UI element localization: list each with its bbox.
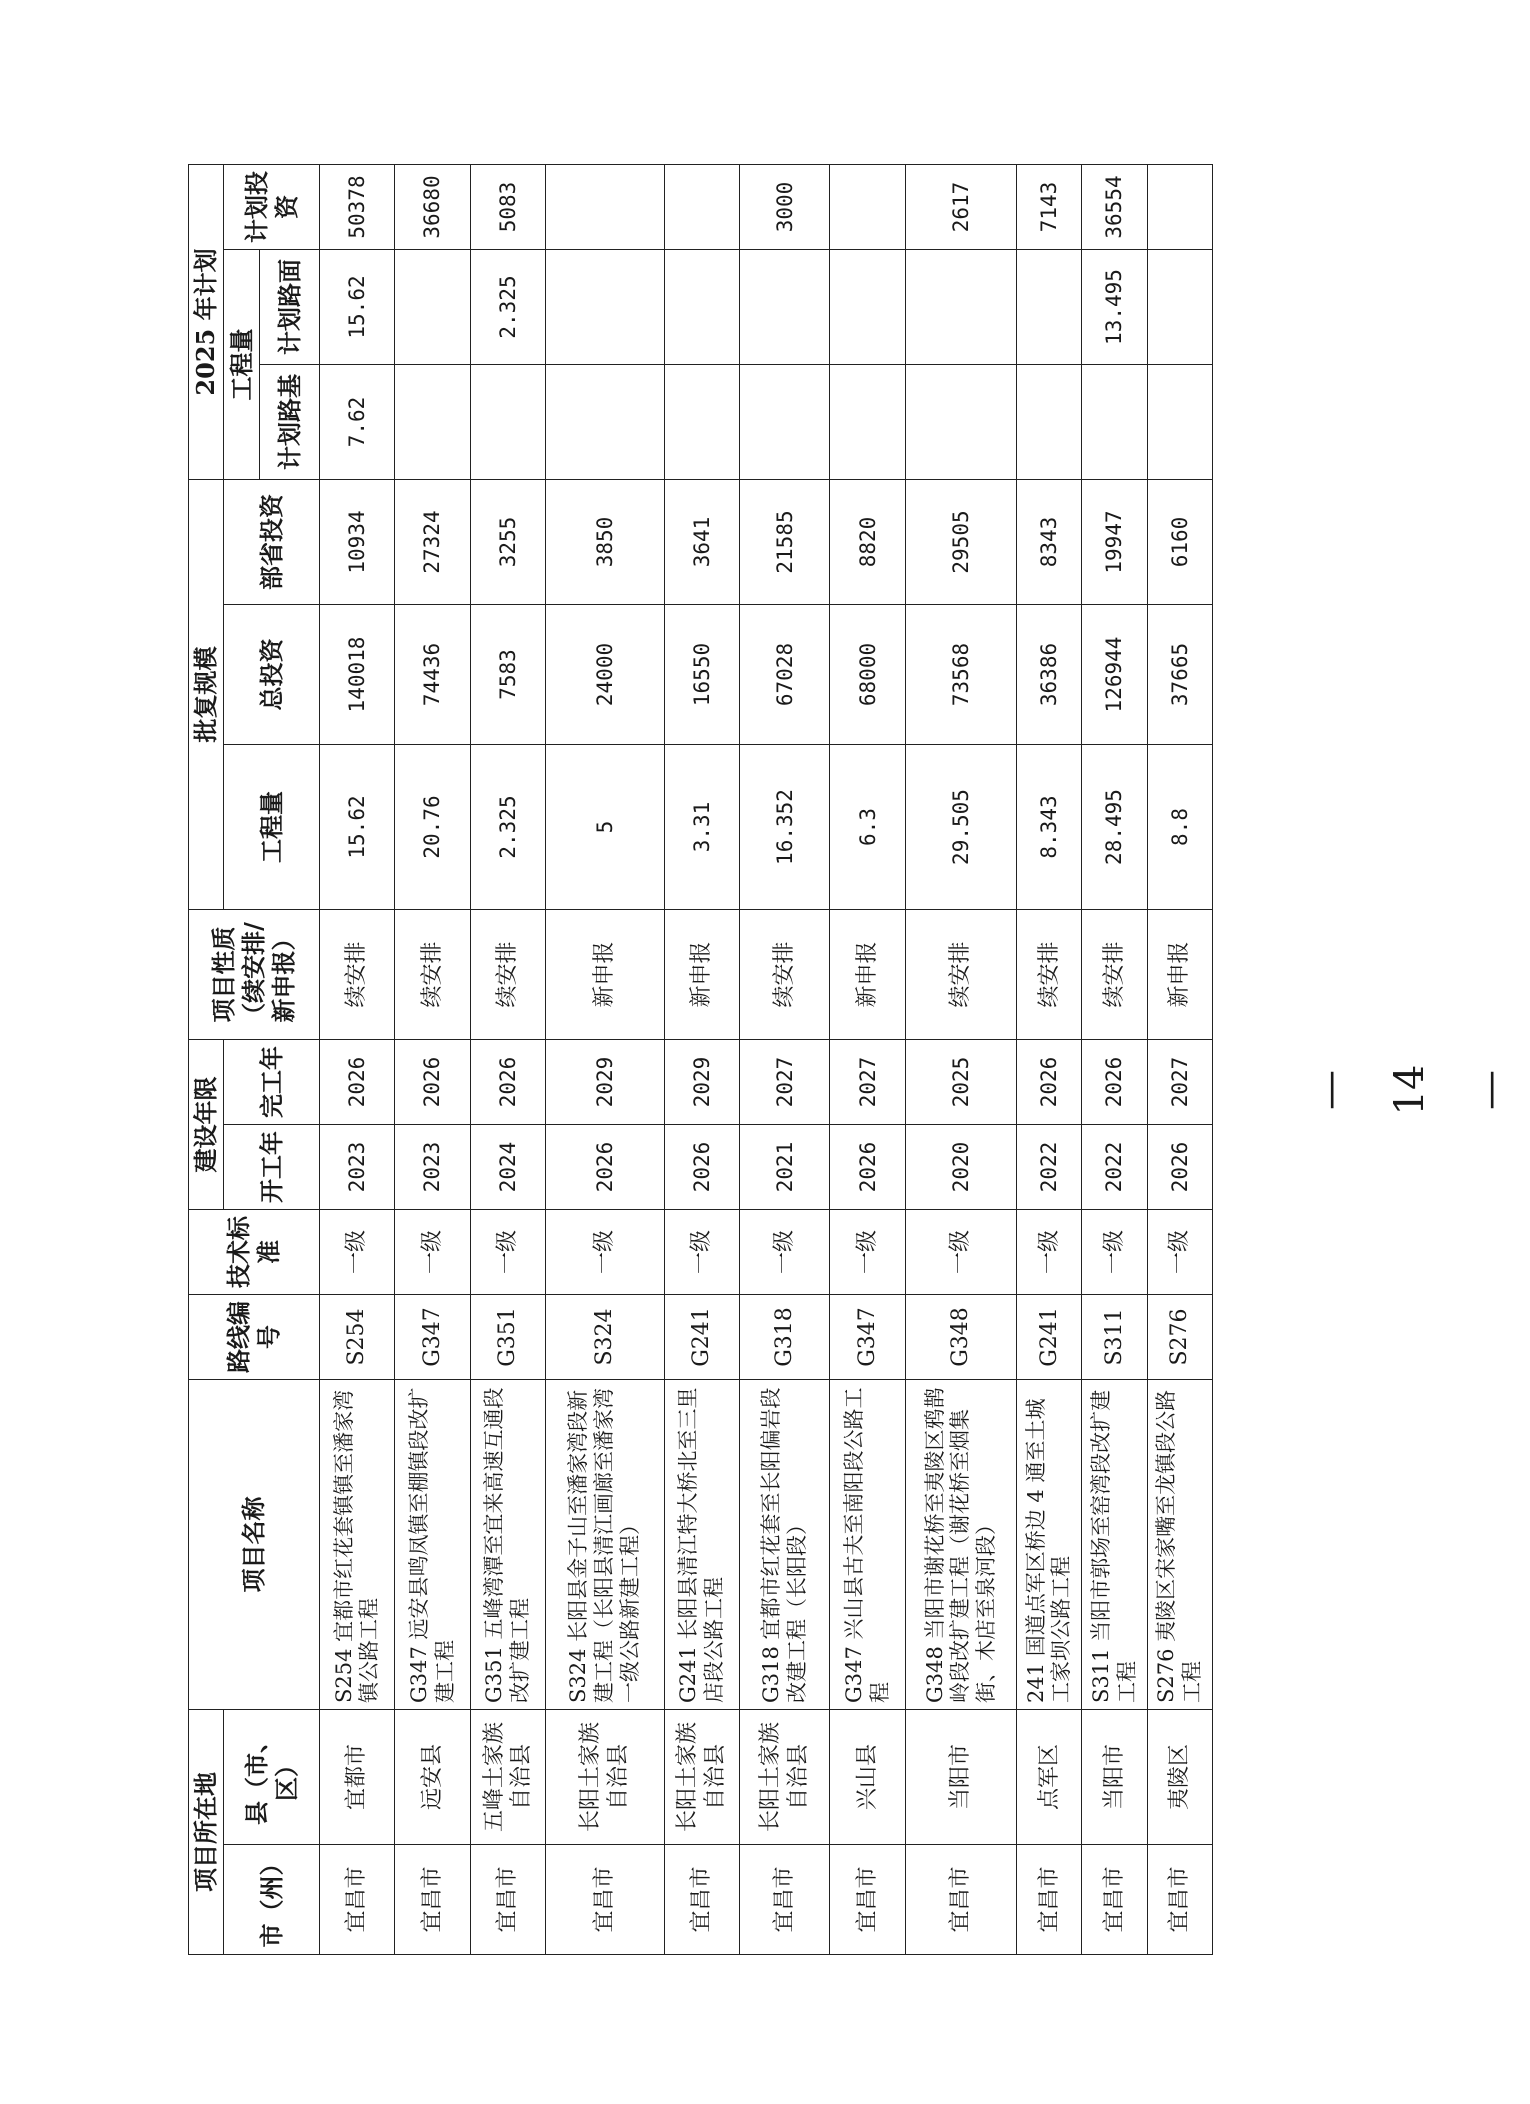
route-cell: G347 xyxy=(395,1295,470,1380)
route-cell: G318 xyxy=(739,1295,830,1380)
city-cell: 宜昌市 xyxy=(739,1845,830,1955)
ministry-invest-cell: 10934 xyxy=(320,480,395,605)
table-row xyxy=(546,164,664,1954)
city-cell: 宜昌市 xyxy=(830,1845,905,1955)
end-year-cell: 2026 xyxy=(395,1040,470,1125)
county-cell: 长阳土家族自治县 xyxy=(546,1710,664,1845)
route-cell: G241 xyxy=(1017,1295,1082,1380)
plan-subgrade-cell xyxy=(395,365,470,480)
start-year-cell: 2021 xyxy=(739,1125,830,1210)
total-invest-cell: 73568 xyxy=(905,605,1016,745)
nature-cell: 续安排 xyxy=(739,910,830,1040)
end-year-cell: 2026 xyxy=(1082,1040,1147,1125)
table-row xyxy=(830,164,905,1954)
plan-invest-cell: 36554 xyxy=(1082,164,1147,249)
project-name-cell: 241 国道点军区桥边 4 通至土城工家坝公路工程 xyxy=(1017,1380,1082,1710)
nature-cell: 续安排 xyxy=(470,910,545,1040)
tech-std-cell: 一级 xyxy=(739,1210,830,1295)
city-cell: 宜昌市 xyxy=(905,1845,1016,1955)
tech-std-cell: 一级 xyxy=(1082,1210,1147,1295)
plan-invest-cell xyxy=(664,164,739,249)
tech-std-cell: 一级 xyxy=(320,1210,395,1295)
plan-pavement-cell: 13.495 xyxy=(1082,250,1147,365)
nature-cell: 续安排 xyxy=(1017,910,1082,1040)
total-invest-cell: 7583 xyxy=(470,605,545,745)
ministry-invest-cell: 29505 xyxy=(905,480,1016,605)
table-row xyxy=(739,164,830,1954)
city-cell: 宜昌市 xyxy=(395,1845,470,1955)
header-nature: 项目性质（续安排/新申报） xyxy=(189,910,320,1040)
header-plan-pavement: 计划路面 xyxy=(260,250,320,365)
city-cell: 宜昌市 xyxy=(1147,1845,1212,1955)
quantity-cell: 5 xyxy=(546,745,664,910)
total-invest-cell: 67028 xyxy=(739,605,830,745)
start-year-cell: 2024 xyxy=(470,1125,545,1210)
total-invest-cell: 68000 xyxy=(830,605,905,745)
start-year-cell: 2022 xyxy=(1082,1125,1147,1210)
header-start-year: 开工年 xyxy=(224,1125,320,1210)
plan-subgrade-cell xyxy=(1082,365,1147,480)
city-cell: 宜昌市 xyxy=(1082,1845,1147,1955)
start-year-cell: 2023 xyxy=(320,1125,395,1210)
total-invest-cell: 16550 xyxy=(664,605,739,745)
table-row xyxy=(905,164,1016,1954)
page-number: — 14 — xyxy=(1307,1064,1513,1116)
quantity-cell: 28.495 xyxy=(1082,745,1147,910)
header-end-year: 完工年 xyxy=(224,1040,320,1125)
project-name-cell: G347 远安县鸣凤镇至棚镇段改扩建工程 xyxy=(395,1380,470,1710)
plan-invest-cell: 2617 xyxy=(905,164,1016,249)
start-year-cell: 2026 xyxy=(546,1125,664,1210)
end-year-cell: 2027 xyxy=(1147,1040,1212,1125)
route-cell: G351 xyxy=(470,1295,545,1380)
header-approval: 批复规模 xyxy=(189,480,224,910)
plan-subgrade-cell xyxy=(1147,365,1212,480)
nature-cell: 续安排 xyxy=(320,910,395,1040)
plan-pavement-cell xyxy=(664,250,739,365)
header-location: 项目所在地 xyxy=(189,1710,224,1955)
county-cell: 当阳市 xyxy=(1082,1710,1147,1845)
plan-subgrade-cell xyxy=(739,365,830,480)
total-invest-cell: 140018 xyxy=(320,605,395,745)
plan-invest-cell xyxy=(830,164,905,249)
plan-invest-cell xyxy=(546,164,664,249)
plan-pavement-cell xyxy=(739,250,830,365)
plan-subgrade-cell: 7.62 xyxy=(320,365,395,480)
quantity-cell: 3.31 xyxy=(664,745,739,910)
plan-subgrade-cell xyxy=(664,365,739,480)
county-cell: 当阳市 xyxy=(905,1710,1016,1845)
start-year-cell: 2022 xyxy=(1017,1125,1082,1210)
city-cell: 宜昌市 xyxy=(470,1845,545,1955)
ministry-invest-cell: 8343 xyxy=(1017,480,1082,605)
project-name-cell: S276 夷陵区宋家嘴至龙镇段公路工程 xyxy=(1147,1380,1212,1710)
ministry-invest-cell: 21585 xyxy=(739,480,830,605)
city-cell: 宜昌市 xyxy=(320,1845,395,1955)
tech-std-cell: 一级 xyxy=(1147,1210,1212,1295)
plan-invest-cell: 36680 xyxy=(395,164,470,249)
county-cell: 点军区 xyxy=(1017,1710,1082,1845)
table-row xyxy=(1082,164,1147,1954)
plan-subgrade-cell xyxy=(470,365,545,480)
header-city: 市（州） xyxy=(224,1845,320,1955)
quantity-cell: 2.325 xyxy=(470,745,545,910)
total-invest-cell: 126944 xyxy=(1082,605,1147,745)
project-name-cell: G351 五峰湾潭至宜来高速互通段改扩建工程 xyxy=(470,1380,545,1710)
start-year-cell: 2020 xyxy=(905,1125,1016,1210)
start-year-cell: 2023 xyxy=(395,1125,470,1210)
route-cell: S276 xyxy=(1147,1295,1212,1380)
county-cell: 夷陵区 xyxy=(1147,1710,1212,1845)
tech-std-cell: 一级 xyxy=(395,1210,470,1295)
ministry-invest-cell: 8820 xyxy=(830,480,905,605)
plan-invest-cell: 3000 xyxy=(739,164,830,249)
project-name-cell: S311 当阳市郭场至窑湾段改扩建工程 xyxy=(1082,1380,1147,1710)
county-cell: 远安县 xyxy=(395,1710,470,1845)
route-cell: G348 xyxy=(905,1295,1016,1380)
city-cell: 宜昌市 xyxy=(1017,1845,1082,1955)
plan-pavement-cell: 15.62 xyxy=(320,250,395,365)
project-name-cell: S254 宜都市红花套镇镇至潘家湾镇公路工程 xyxy=(320,1380,395,1710)
plan-subgrade-cell xyxy=(546,365,664,480)
quantity-cell: 6.3 xyxy=(830,745,905,910)
end-year-cell: 2026 xyxy=(320,1040,395,1125)
quantity-cell: 15.62 xyxy=(320,745,395,910)
project-name-cell: G241 长阳县清江特大桥北至三里店段公路工程 xyxy=(664,1380,739,1710)
ministry-invest-cell: 6160 xyxy=(1147,480,1212,605)
plan-invest-cell: 50378 xyxy=(320,164,395,249)
table-body xyxy=(320,164,1213,1954)
project-name-cell: G318 宜都市红花套至长阳偏岩段改建工程（长阳段） xyxy=(739,1380,830,1710)
table-row xyxy=(470,164,545,1954)
start-year-cell: 2026 xyxy=(830,1125,905,1210)
nature-cell: 续安排 xyxy=(905,910,1016,1040)
project-name-cell: G348 当阳市谢花桥至夷陵区鸦鹊岭段改扩建工程（谢花桥至烟集街、木店至泉河段） xyxy=(905,1380,1016,1710)
header-ministry-invest: 部省投资 xyxy=(224,480,320,605)
table-row xyxy=(320,164,395,1954)
city-cell: 宜昌市 xyxy=(546,1845,664,1955)
route-cell: S324 xyxy=(546,1295,664,1380)
header-tech-std: 技术标准 xyxy=(189,1210,320,1295)
plan-pavement-cell xyxy=(1147,250,1212,365)
plan-invest-cell: 5083 xyxy=(470,164,545,249)
project-table xyxy=(188,164,1213,1955)
route-cell: G347 xyxy=(830,1295,905,1380)
quantity-cell: 16.352 xyxy=(739,745,830,910)
end-year-cell: 2027 xyxy=(739,1040,830,1125)
plan-pavement-cell xyxy=(905,250,1016,365)
county-cell: 宜都市 xyxy=(320,1710,395,1845)
county-cell: 长阳土家族自治县 xyxy=(739,1710,830,1845)
route-cell: G241 xyxy=(664,1295,739,1380)
nature-cell: 续安排 xyxy=(395,910,470,1040)
header-period: 建设年限 xyxy=(189,1040,224,1210)
quantity-cell: 8.343 xyxy=(1017,745,1082,910)
plan-pavement-cell xyxy=(546,250,664,365)
ministry-invest-cell: 3641 xyxy=(664,480,739,605)
county-cell: 五峰土家族自治县 xyxy=(470,1710,545,1845)
table-row xyxy=(1147,164,1212,1954)
start-year-cell: 2026 xyxy=(1147,1125,1212,1210)
ministry-invest-cell: 27324 xyxy=(395,480,470,605)
header-quantity: 工程量 xyxy=(224,745,320,910)
tech-std-cell: 一级 xyxy=(830,1210,905,1295)
total-invest-cell: 37665 xyxy=(1147,605,1212,745)
total-invest-cell: 74436 xyxy=(395,605,470,745)
plan-subgrade-cell xyxy=(830,365,905,480)
tech-std-cell: 一级 xyxy=(470,1210,545,1295)
plan-pavement-cell xyxy=(1017,250,1082,365)
tech-std-cell: 一级 xyxy=(546,1210,664,1295)
ministry-invest-cell: 3850 xyxy=(546,480,664,605)
plan-invest-cell xyxy=(1147,164,1212,249)
plan-subgrade-cell xyxy=(1017,365,1082,480)
end-year-cell: 2026 xyxy=(1017,1040,1082,1125)
ministry-invest-cell: 3255 xyxy=(470,480,545,605)
route-cell: S311 xyxy=(1082,1295,1147,1380)
header-project-name: 项目名称 xyxy=(189,1380,320,1710)
project-name-cell: S324 长阳县金子山至潘家湾段新建工程（长阳县清江画廊至潘家湾一级公路新建工程） xyxy=(546,1380,664,1710)
nature-cell: 新申报 xyxy=(664,910,739,1040)
header-plan-subgrade: 计划路基 xyxy=(260,365,320,480)
tech-std-cell: 一级 xyxy=(905,1210,1016,1295)
header-plan-2025: 2025 年计划 xyxy=(189,164,224,479)
county-cell: 兴山县 xyxy=(830,1710,905,1845)
table-row xyxy=(664,164,739,1954)
header-plan-invest: 计划投资 xyxy=(224,164,320,249)
project-table-wrapper xyxy=(188,165,1213,1955)
project-name-cell: G347 兴山县古夫至南阳段公路工程 xyxy=(830,1380,905,1710)
nature-cell: 新申报 xyxy=(1147,910,1212,1040)
county-cell: 长阳土家族自治县 xyxy=(664,1710,739,1845)
nature-cell: 续安排 xyxy=(1082,910,1147,1040)
header-route-no: 路线编号 xyxy=(189,1295,320,1380)
end-year-cell: 2026 xyxy=(470,1040,545,1125)
plan-pavement-cell xyxy=(830,250,905,365)
end-year-cell: 2029 xyxy=(664,1040,739,1125)
quantity-cell: 29.505 xyxy=(905,745,1016,910)
route-cell: S254 xyxy=(320,1295,395,1380)
plan-invest-cell: 7143 xyxy=(1017,164,1082,249)
city-cell: 宜昌市 xyxy=(664,1845,739,1955)
nature-cell: 新申报 xyxy=(830,910,905,1040)
end-year-cell: 2027 xyxy=(830,1040,905,1125)
ministry-invest-cell: 19947 xyxy=(1082,480,1147,605)
plan-pavement-cell xyxy=(395,250,470,365)
end-year-cell: 2029 xyxy=(546,1040,664,1125)
quantity-cell: 20.76 xyxy=(395,745,470,910)
plan-pavement-cell: 2.325 xyxy=(470,250,545,365)
tech-std-cell: 一级 xyxy=(1017,1210,1082,1295)
plan-subgrade-cell xyxy=(905,365,1016,480)
total-invest-cell: 36386 xyxy=(1017,605,1082,745)
table-row xyxy=(1017,164,1082,1954)
header-county: 县（市、区） xyxy=(224,1710,320,1845)
table-row xyxy=(395,164,470,1954)
header-plan-quantity: 工程量 xyxy=(224,250,260,480)
tech-std-cell: 一级 xyxy=(664,1210,739,1295)
end-year-cell: 2025 xyxy=(905,1040,1016,1125)
header-total-invest: 总投资 xyxy=(224,605,320,745)
nature-cell: 新申报 xyxy=(546,910,664,1040)
total-invest-cell: 24000 xyxy=(546,605,664,745)
start-year-cell: 2026 xyxy=(664,1125,739,1210)
quantity-cell: 8.8 xyxy=(1147,745,1212,910)
